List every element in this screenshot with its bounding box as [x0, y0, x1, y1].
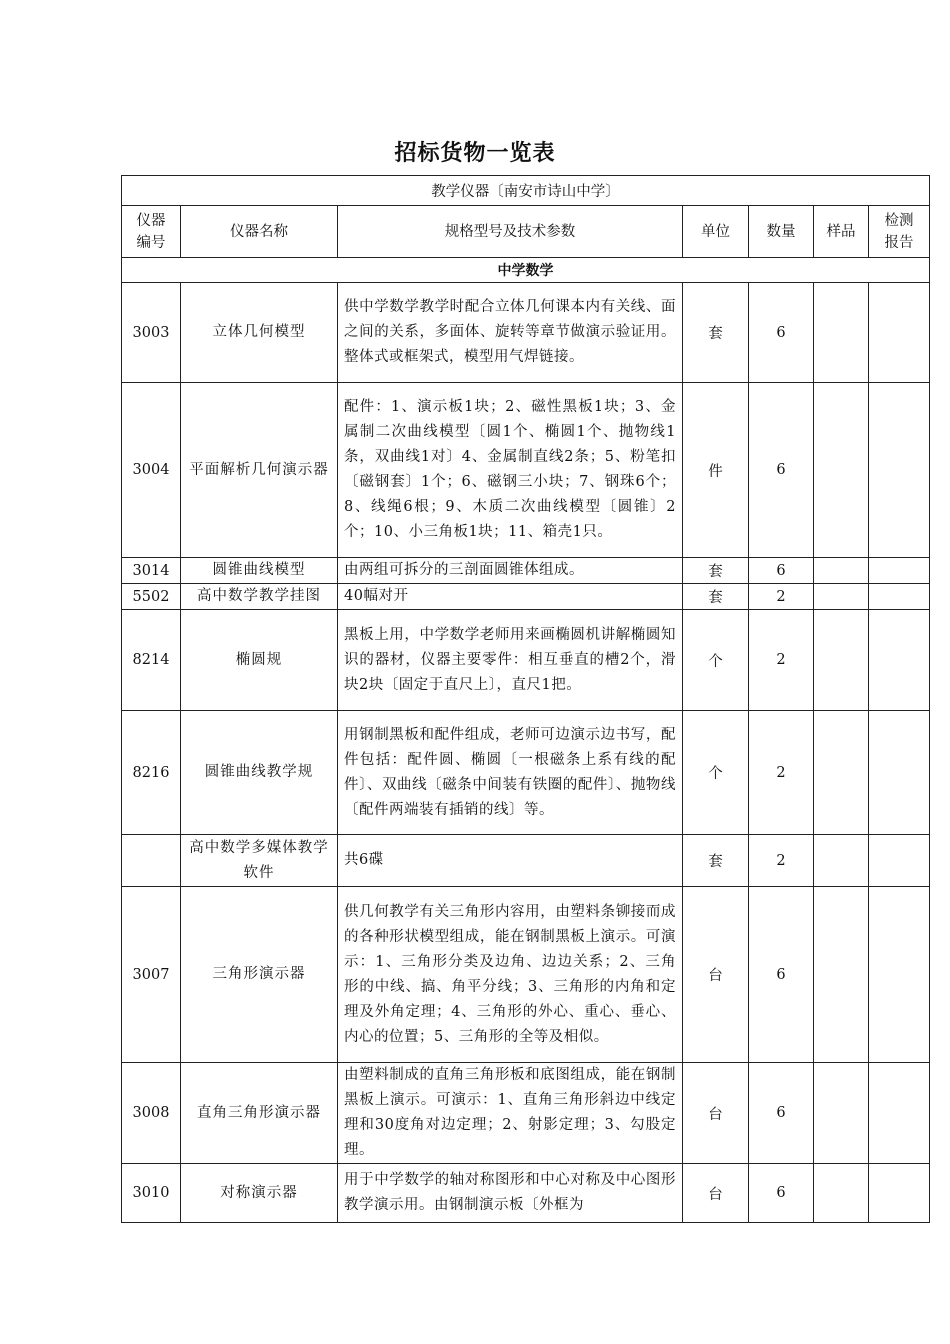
cell-code: 5502: [122, 584, 181, 610]
cell-unit: 台: [683, 887, 749, 1063]
cell-sample: [814, 1164, 869, 1223]
cell-sample: [814, 711, 869, 835]
cell-qty: 6: [749, 283, 814, 383]
cell-code: 8214: [122, 610, 181, 711]
cell-spec: 黑板上用，中学数学老师用来画椭圆机讲解椭圆知识的器材，仪器主要零件：相互垂直的槽2个，滑块2块〔固定于直尺上〕，直尺1把。: [338, 610, 683, 711]
header-unit: 单位: [683, 206, 749, 258]
cell-name: 对称演示器: [181, 1164, 338, 1223]
cell-unit: 个: [683, 711, 749, 835]
header-name: 仪器名称: [181, 206, 338, 258]
cell-spec: 用于中学数学的轴对称图形和中心对称及中心图形教学演示用。由钢制演示板〔外框为: [338, 1164, 683, 1223]
section-heading: 中学数学: [122, 258, 930, 283]
cell-qty: 6: [749, 1164, 814, 1223]
cell-spec: 共6碟: [338, 835, 683, 887]
table-body: [122, 176, 930, 1223]
cell-unit: 台: [683, 1063, 749, 1164]
cell-unit: 台: [683, 1164, 749, 1223]
cell-name: 高中数学教学挂图: [181, 584, 338, 610]
cell-unit: 套: [683, 835, 749, 887]
cell-spec: 由塑料制成的直角三角形板和底图组成，能在钢制黑板上演示。可演示：1、直角三角形斜边中线定理和30度角对边定理；2、射影定理；3、勾股定理。: [338, 1063, 683, 1164]
cell-spec: 配件：1、演示板1块；2、磁性黑板1块；3、金属制二次曲线模型〔圆1个、椭圆1个、抛物线1条，双曲线1对〕4、金属制直线2条；5、粉笔扣〔磁钢套〕1个；6、磁钢三小块；7、钢珠6个；8、线绳6根；9、木质二次曲线模型〔圆锥〕2个；10、小三角板1块；11、箱壳1只。: [338, 383, 683, 558]
cell-unit: 个: [683, 610, 749, 711]
cell-qty: 6: [749, 383, 814, 558]
cell-sample: [814, 584, 869, 610]
header-row: [122, 206, 930, 258]
cell-code: 3007: [122, 887, 181, 1063]
cell-name: 三角形演示器: [181, 887, 338, 1063]
cell-sample: [814, 558, 869, 584]
header-report: 检测 报告: [869, 206, 930, 258]
cell-code: 3010: [122, 1164, 181, 1223]
table-row: [122, 610, 930, 711]
table-row: [122, 1063, 930, 1164]
cell-qty: 2: [749, 711, 814, 835]
cell-name: 圆锥曲线教学规: [181, 711, 338, 835]
cell-spec: 40幅对开: [338, 584, 683, 610]
header-code: 仪器 编号: [122, 206, 181, 258]
table-row: [122, 887, 930, 1063]
cell-report: [869, 1164, 930, 1223]
cell-report: [869, 1063, 930, 1164]
cell-spec: 供几何教学有关三角形内容用，由塑料条铆接而成的各种形状模型组成，能在钢制黑板上演示。可演示：1、三角形分类及边角、边边关系；2、三角形的中线、搞、角平分线；3、三角形的内角和定理及外角定理；4、三角形的外心、重心、垂心、内心的位置；5、三角形的全等及相似。: [338, 887, 683, 1063]
cell-report: [869, 835, 930, 887]
cell-qty: 2: [749, 610, 814, 711]
cell-code: [122, 835, 181, 887]
cell-report: [869, 610, 930, 711]
cell-spec: 用钢制黑板和配件组成，老师可边演示边书写，配件包括：配件圆、椭圆〔一根磁条上系有线的配件〕、双曲线〔磁条中间装有铁圈的配件〕、抛物线〔配件两端装有插销的线〕等。: [338, 711, 683, 835]
cell-qty: 6: [749, 1063, 814, 1164]
cell-qty: 2: [749, 584, 814, 610]
table-row: [122, 711, 930, 835]
cell-name: 高中数学多媒体教学软件: [181, 835, 338, 887]
table-row: [122, 558, 930, 584]
cell-name: 直角三角形演示器: [181, 1063, 338, 1164]
cell-report: [869, 711, 930, 835]
table-row: [122, 283, 930, 383]
cell-qty: 6: [749, 558, 814, 584]
cell-name: 立体几何模型: [181, 283, 338, 383]
cell-spec: 供中学数学教学时配合立体几何课本内有关线、面之间的关系，多面体、旋转等章节做演示验证用。整体式或框架式，模型用气焊链接。: [338, 283, 683, 383]
header-qty: 数量: [749, 206, 814, 258]
table-row: [122, 835, 930, 887]
header-sample: 样品: [814, 206, 869, 258]
cell-unit: 件: [683, 383, 749, 558]
cell-report: [869, 887, 930, 1063]
cell-code: 3014: [122, 558, 181, 584]
cell-sample: [814, 887, 869, 1063]
cell-qty: 2: [749, 835, 814, 887]
cell-code: 8216: [122, 711, 181, 835]
cell-name: 圆锥曲线模型: [181, 558, 338, 584]
cell-qty: 6: [749, 887, 814, 1063]
page-title: 招标货物一览表: [394, 141, 556, 166]
cell-sample: [814, 283, 869, 383]
cell-report: [869, 283, 930, 383]
cell-sample: [814, 610, 869, 711]
cell-name: 椭圆规: [181, 610, 338, 711]
cell-spec: 由两组可拆分的三剖面圆锥体组成。: [338, 558, 683, 584]
table-row: [122, 383, 930, 558]
cell-report: [869, 383, 930, 558]
goods-table: [121, 175, 930, 1223]
cell-sample: [814, 383, 869, 558]
table-row: [122, 1164, 930, 1223]
cell-unit: 套: [683, 283, 749, 383]
cell-sample: [814, 835, 869, 887]
table-subtitle: 教学仪器〔南安市诗山中学〕: [122, 176, 930, 206]
table-row: [122, 584, 930, 610]
cell-report: [869, 558, 930, 584]
cell-unit: 套: [683, 584, 749, 610]
cell-unit: 套: [683, 558, 749, 584]
header-spec: 规格型号及技术参数: [338, 206, 683, 258]
cell-sample: [814, 1063, 869, 1164]
cell-name: 平面解析几何演示器: [181, 383, 338, 558]
cell-code: 3008: [122, 1063, 181, 1164]
cell-code: 3003: [122, 283, 181, 383]
cell-code: 3004: [122, 383, 181, 558]
cell-report: [869, 584, 930, 610]
